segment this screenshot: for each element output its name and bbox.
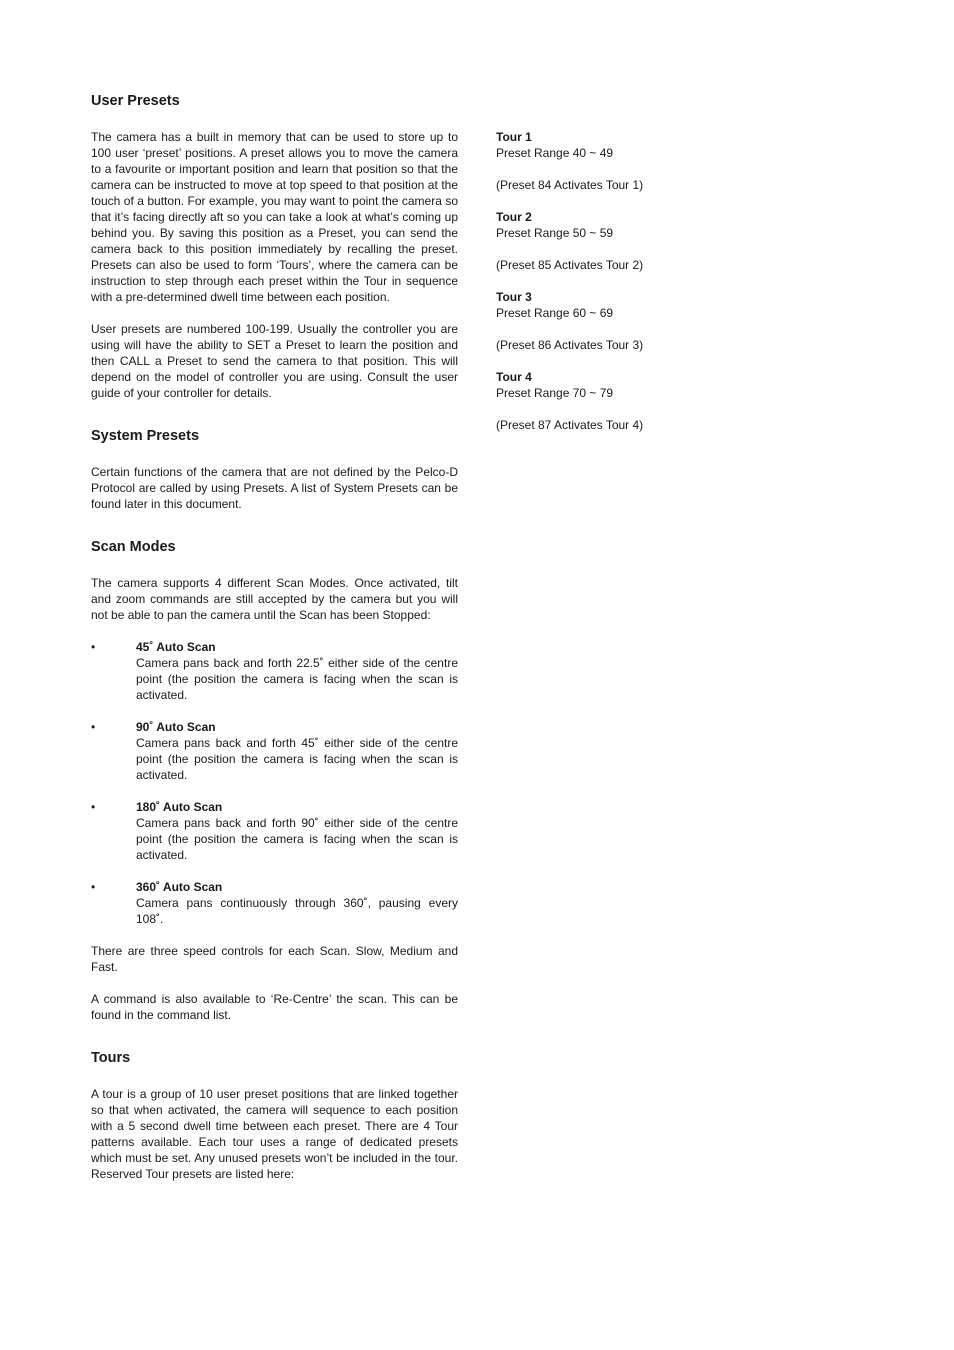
tour-entry	[496, 289, 796, 353]
tour-name: Tour 2	[496, 210, 532, 224]
scan-mode-item	[91, 639, 458, 703]
scan-modes-speed-note: There are three speed controls for each Scan. Slow, Medium and Fast.	[91, 944, 458, 974]
scan-mode-item	[91, 719, 458, 783]
tour-entry	[496, 129, 796, 193]
tour-name: Tour 4	[496, 370, 532, 384]
tour-range: Preset Range 50 ~ 59	[496, 226, 614, 240]
scan-mode-title: 360˚ Auto Scan	[136, 880, 223, 894]
tours-section	[91, 1049, 458, 1182]
scan-modes-heading: Scan Modes	[91, 539, 176, 555]
bullet-icon: •	[91, 880, 96, 894]
tour-name: Tour 3	[496, 290, 532, 304]
scan-modes-section	[91, 538, 458, 1023]
scan-mode-description: Camera pans back and forth 45˚ either side of the centre point (the position the camera is facing when the scan is activated.	[136, 736, 458, 782]
scan-modes-recentre-note: A command is also available to ‘Re-Centre’ the scan. This can be found in the command list.	[91, 992, 458, 1022]
left-column	[91, 92, 458, 1208]
user-presets-paragraph-2: User presets are numbered 100-199. Usually the controller you are using will have the ability to SET a Preset to learn the position and then CALL a Preset to send the camera to that position. This will depend on the model of controller you are using. Consult the user guide of your controller for details.	[91, 322, 458, 400]
user-presets-paragraph-1: The camera has a built in memory that can be used to store up to 100 user ‘preset’ positions. A preset allows you to move the camera to a favourite or important position and learn that position so that the camera can be instructed to move at top speed to that position at the touch of a button. For example, you may want to point the camera so that it’s facing directly aft so you can take a look at what’s coming up behind you. By saving this position as a Preset, you can send the camera back to this position immediately by recalling the preset. Presets can also be used to form ‘Tours’, where the camera can be instruction to step through each preset within the Tour in sequence with a pre-determined dwell time between each position.	[91, 130, 458, 304]
tour-range: Preset Range 40 ~ 49	[496, 146, 614, 160]
scan-mode-title: 45˚ Auto Scan	[136, 640, 216, 654]
tours-paragraph: A tour is a group of 10 user preset positions that are linked together so that when activated, the camera will sequence to each position with a 5 second dwell time between each preset. There are 4 Tour patterns available. Each tour uses a range of dedicated presets which must be set. Any unused presets won’t be included in the tour. Reserved Tour presets are listed here:	[91, 1087, 458, 1181]
tour-entry	[496, 369, 796, 433]
tour-range: Preset Range 70 ~ 79	[496, 386, 614, 400]
tour-activation: (Preset 87 Activates Tour 4)	[496, 418, 644, 432]
tour-activation: (Preset 86 Activates Tour 3)	[496, 338, 644, 352]
scan-mode-title: 90˚ Auto Scan	[136, 720, 216, 734]
user-presets-section	[91, 92, 458, 401]
right-column-tour-list	[496, 129, 796, 449]
scan-mode-description: Camera pans back and forth 90˚ either side of the centre point (the position the camera is facing when the scan is activated.	[136, 816, 458, 862]
scan-mode-description: Camera pans back and forth 22.5˚ either side of the centre point (the position the camera is facing when the scan is activated.	[136, 656, 458, 702]
tour-activation: (Preset 84 Activates Tour 1)	[496, 178, 644, 192]
tour-entry	[496, 209, 796, 273]
scan-mode-description: Camera pans continuously through 360˚, pausing every 108˚.	[136, 896, 458, 926]
user-presets-heading: User Presets	[91, 93, 180, 109]
bullet-icon: •	[91, 640, 96, 654]
system-presets-section	[91, 427, 458, 512]
bullet-icon: •	[91, 720, 96, 734]
scan-mode-item	[91, 879, 458, 927]
scan-mode-item	[91, 799, 458, 863]
tour-activation: (Preset 85 Activates Tour 2)	[496, 258, 644, 272]
scan-modes-intro: The camera supports 4 different Scan Modes. Once activated, tilt and zoom commands are still accepted by the camera but you will not be able to pan the camera until the Scan has been Stopped:	[91, 576, 458, 622]
bullet-icon: •	[91, 800, 96, 814]
tour-name: Tour 1	[496, 130, 532, 144]
tours-heading: Tours	[91, 1050, 131, 1066]
tour-range: Preset Range 60 ~ 69	[496, 306, 614, 320]
system-presets-heading: System Presets	[91, 428, 200, 444]
system-presets-paragraph: Certain functions of the camera that are not defined by the Pelco-D Protocol are called by using Presets. A list of System Presets can be found later in this document.	[91, 465, 458, 511]
scan-mode-title: 180˚ Auto Scan	[136, 800, 223, 814]
